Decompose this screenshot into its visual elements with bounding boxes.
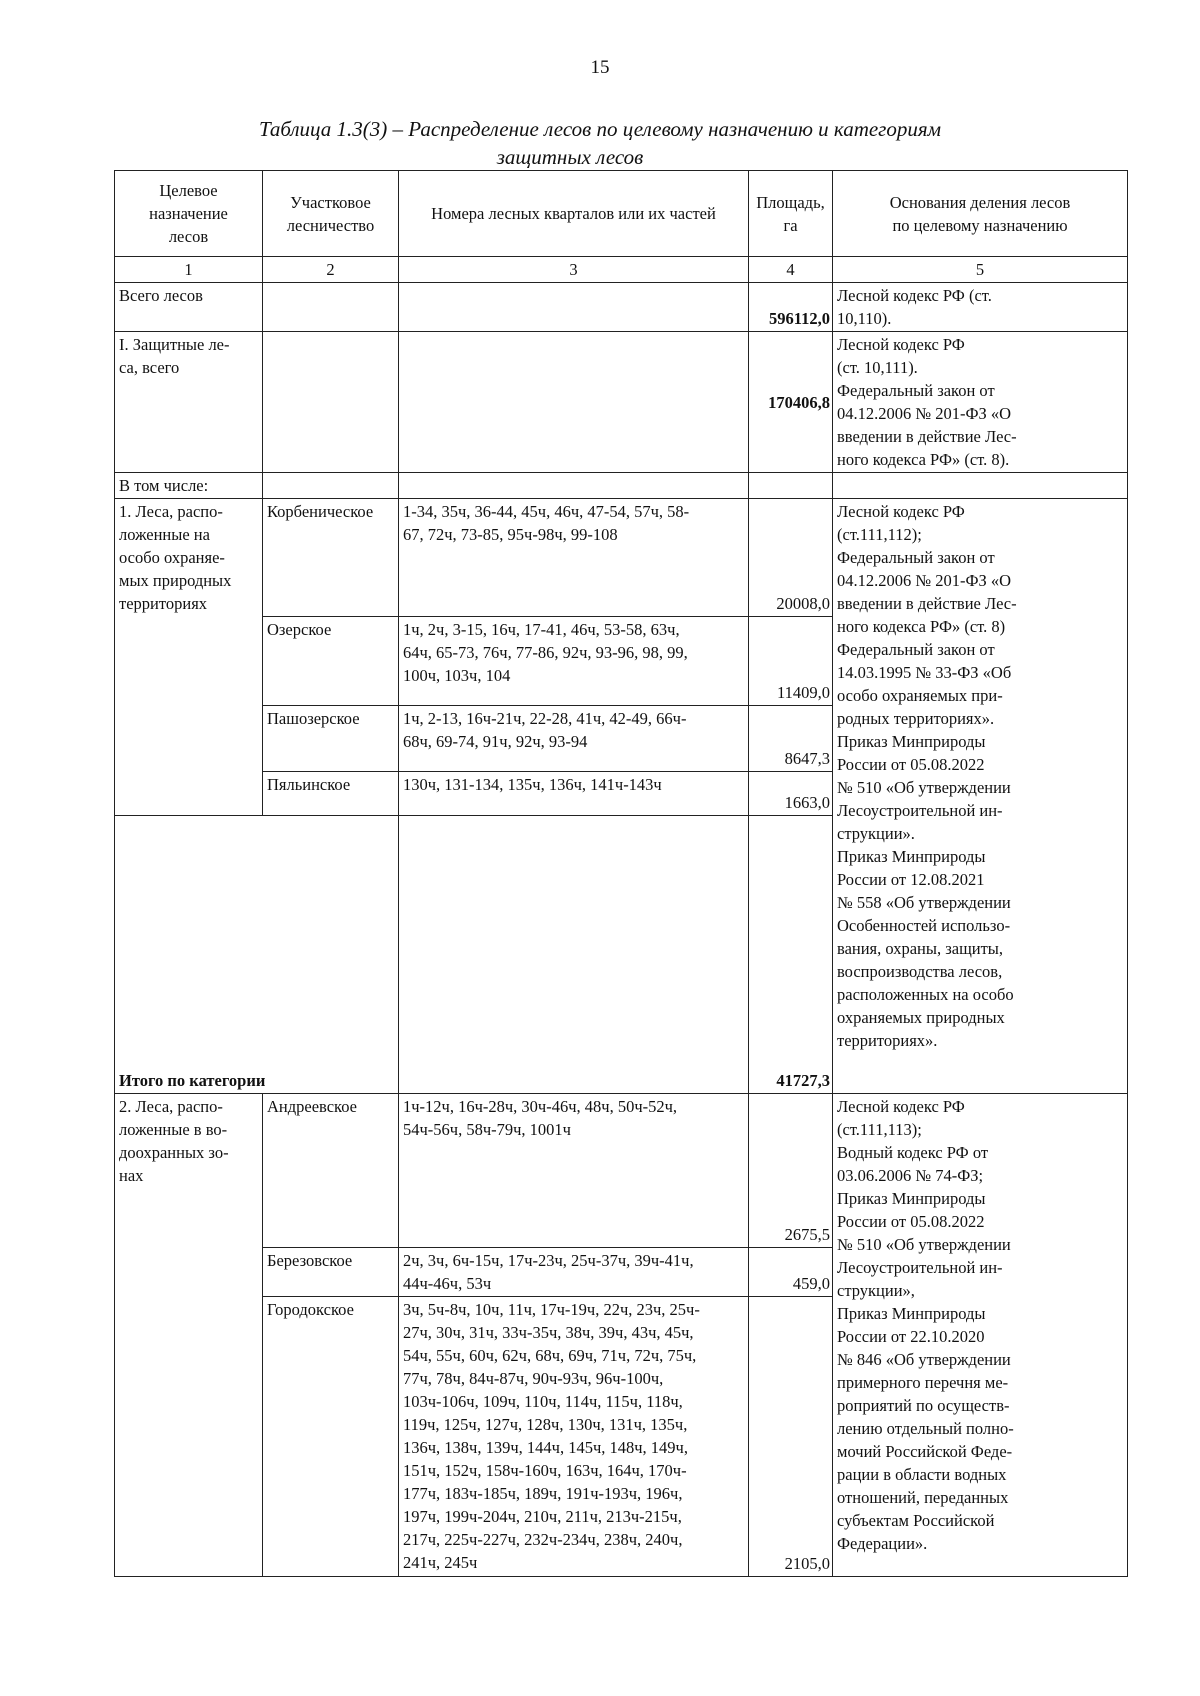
- caption-line-1: Таблица 1.3(3) – Распределение лесов по целевому назначению и категориям: [258, 117, 942, 141]
- area-value: 459,0: [749, 1247, 833, 1296]
- quarter-numbers: 130ч, 131-134, 135ч, 136ч, 141ч-143ч: [399, 771, 749, 815]
- table-caption: [0, 115, 1200, 171]
- header-area: Площадь, га: [749, 171, 833, 257]
- total-basis: Лесной кодекс РФ (ст. 10,110).: [833, 283, 1128, 332]
- protective-area: 170406,8: [749, 332, 833, 473]
- area-value: 8647,3: [749, 705, 833, 771]
- forestry-name: Пашозерское: [263, 705, 399, 771]
- total-row: [115, 283, 1128, 332]
- col-number: 2: [263, 257, 399, 283]
- col-number: 3: [399, 257, 749, 283]
- category-1-label: 1. Леса, распо- ложенные на особо охраняе- мых природных территориях: [115, 499, 263, 617]
- column-numbers-row: [115, 257, 1128, 283]
- total-area: 596112,0: [749, 283, 833, 332]
- quarter-numbers: 1ч-12ч, 16ч-28ч, 30ч-46ч, 48ч, 50ч-52ч, 54ч-56ч, 58ч-79ч, 1001ч: [399, 1093, 749, 1247]
- forestry-name: Корбеническое: [263, 499, 399, 617]
- protective-basis: Лесной кодекс РФ (ст. 10,111). Федеральный закон от 04.12.2006 № 201-ФЗ «О введении в действие Лес- ного кодекса РФ» (ст. 8).: [833, 332, 1128, 473]
- category-2-label: 2. Леса, распо- ложенные в во- доохранных зо- нах: [115, 1093, 263, 1247]
- including-label: В том числе:: [115, 473, 263, 499]
- total-label: Всего лесов: [115, 283, 263, 332]
- forest-distribution-table: [114, 170, 1128, 1577]
- area-value: 2675,5: [749, 1093, 833, 1247]
- quarter-numbers: 1-34, 35ч, 36-44, 45ч, 46ч, 47-54, 57ч, 58- 67, 72ч, 73-85, 95ч-98ч, 99-108: [399, 499, 749, 617]
- col-number: 1: [115, 257, 263, 283]
- header-row: [115, 171, 1128, 257]
- forestry-name: Городокское: [263, 1296, 399, 1576]
- including-row: [115, 473, 1128, 499]
- header-basis: Основания деления лесов по целевому назначению: [833, 171, 1128, 257]
- protective-row: [115, 332, 1128, 473]
- area-value: 2105,0: [749, 1296, 833, 1576]
- area-value: 11409,0: [749, 616, 833, 705]
- forestry-name: Пяльинское: [263, 771, 399, 815]
- page-number: 15: [590, 57, 610, 78]
- header-quarters: Номера лесных кварталов или их частей: [399, 171, 749, 257]
- quarter-numbers: 1ч, 2-13, 16ч-21ч, 22-28, 41ч, 42-49, 66ч- 68ч, 69-74, 91ч, 92ч, 93-94: [399, 705, 749, 771]
- area-value: 1663,0: [749, 771, 833, 815]
- table-row: [115, 1093, 1128, 1247]
- category-2-basis: Лесной кодекс РФ (ст.111,113); Водный кодекс РФ от 03.06.2006 № 74-ФЗ; Приказ Минприроды России от 05.08.2022 № 510 «Об утверждении Лесоустроительной ин- струкции», Приказ Минприроды России от 22.10.2020 № 846 «Об утверждении примерного перечня ме- роприятий по осуществ- лению отдельный полно- мочий Российской Феде- рации в области водных отношений, переданных субъектам Российской Федерации».: [833, 1093, 1128, 1576]
- caption-line-2: защитных лесов: [496, 145, 644, 169]
- quarter-numbers: 2ч, 3ч, 6ч-15ч, 17ч-23ч, 25ч-37ч, 39ч-41ч, 44ч-46ч, 53ч: [399, 1247, 749, 1296]
- forestry-name: Озерское: [263, 616, 399, 705]
- forestry-name: Березовское: [263, 1247, 399, 1296]
- header-forestry: Участковое лесничество: [263, 171, 399, 257]
- col-number: 5: [833, 257, 1128, 283]
- table-row: [115, 499, 1128, 617]
- category-1-basis: Лесной кодекс РФ (ст.111,112); Федеральный закон от 04.12.2006 № 201-ФЗ «О введении в действие Лес- ного кодекса РФ» (ст. 8) Федеральный закон от 14.03.1995 № 33-ФЗ «Об особо охраняемых при- родных территориях». Приказ Минприроды России от 05.08.2022 № 510 «Об утверждении Лесоустроительной ин- струкции». Приказ Минприроды России от 12.08.2021 № 558 «Об утверждении Особенностей использо- вания, охраны, защиты, воспроизводства лесов, расположенных на особо охраняемых природных территориях».: [833, 499, 1128, 1094]
- forestry-name: Андреевское: [263, 1093, 399, 1247]
- col-number: 4: [749, 257, 833, 283]
- header-purpose: Целевое назначение лесов: [115, 171, 263, 257]
- quarter-numbers: 3ч, 5ч-8ч, 10ч, 11ч, 17ч-19ч, 22ч, 23ч, 25ч- 27ч, 30ч, 31ч, 33ч-35ч, 38ч, 39ч, 43ч, 45ч, 54ч, 55ч, 60ч, 62ч, 68ч, 69ч, 71ч, 72ч, 75ч, 77ч, 78ч, 84ч-87ч, 90ч-93ч, 96ч-100ч, 103ч-106ч, 109ч, 110ч, 114ч, 115ч, 118ч, 119ч, 125ч, 127ч, 128ч, 130ч, 131ч, 135ч, 136ч, 138ч, 139ч, 144ч, 145ч, 148ч, 149ч, 151ч, 152ч, 158ч-160ч, 163ч, 164ч, 170ч- 177ч, 183ч-185ч, 189ч, 191ч-193ч, 196ч, 197ч, 199ч-204ч, 210ч, 211ч, 213ч-215ч, 217ч, 225ч-227ч, 232ч-234ч, 238ч, 240ч, 241ч, 245ч: [399, 1296, 749, 1576]
- protective-label: I. Защитные ле- са, всего: [115, 332, 263, 473]
- category-1-total-area: 41727,3: [749, 815, 833, 1093]
- area-value: 20008,0: [749, 499, 833, 617]
- category-1-total-label: Итого по категории: [119, 1070, 266, 1090]
- quarter-numbers: 1ч, 2ч, 3-15, 16ч, 17-41, 46ч, 53-58, 63ч, 64ч, 65-73, 76ч, 77-86, 92ч, 93-96, 98, 99, 100ч, 103ч, 104: [399, 616, 749, 705]
